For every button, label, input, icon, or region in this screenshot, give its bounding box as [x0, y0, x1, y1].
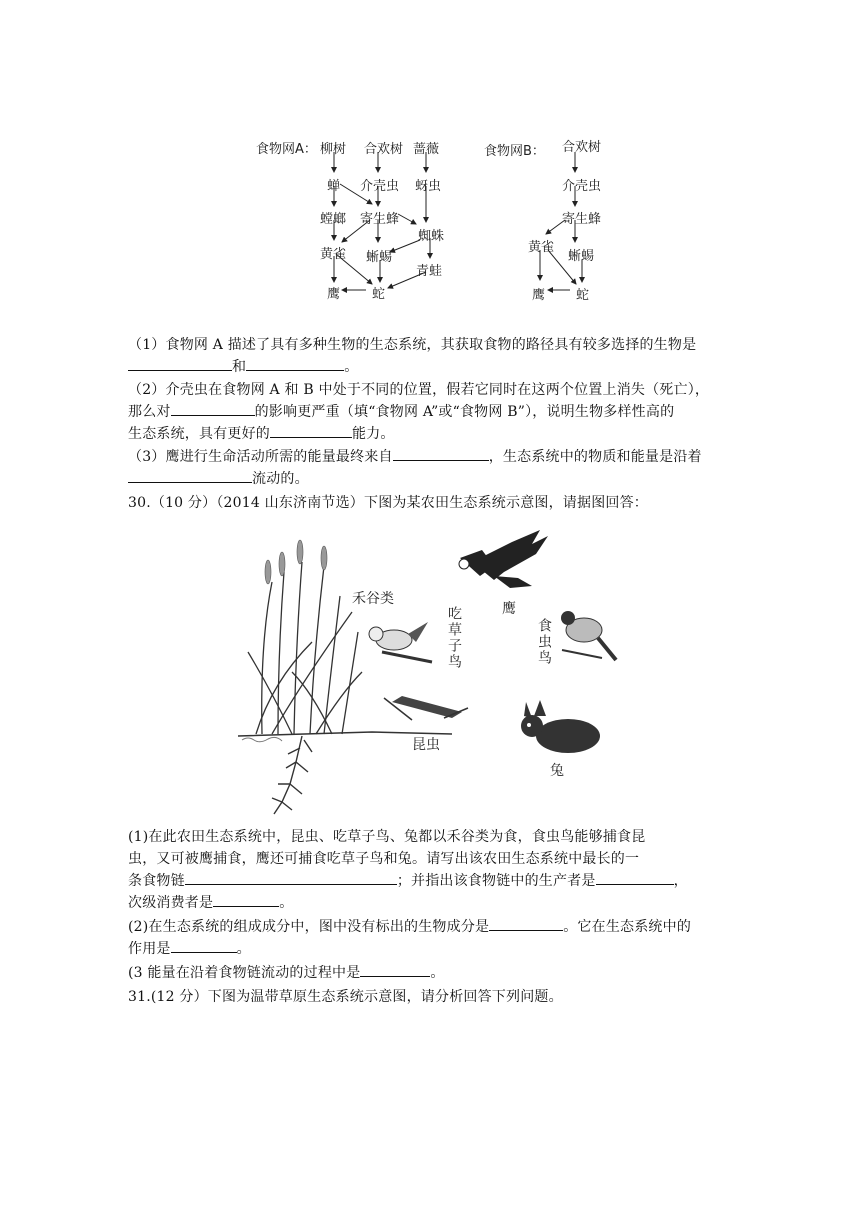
q30-2-role-blank[interactable] — [171, 938, 237, 953]
q30-1-producer-text: ；并指出该食物链中的生产者是 — [396, 873, 596, 889]
q3-text-1: （3）鹰进行生命活动所需的能量最终来自 — [128, 449, 393, 465]
node-cicada: 蝉 — [327, 179, 341, 194]
q2-text-5: 能力。 — [352, 426, 395, 442]
q30-3-energy-blank[interactable] — [360, 962, 430, 977]
q2-text-4: 生态系统，具有更好的 — [128, 426, 270, 442]
food-web-figure — [230, 128, 630, 308]
label-seed-eating-bird: 吃草子鸟 — [446, 606, 462, 670]
label-hawk: 鹰 — [502, 601, 516, 617]
node-silk-tree: 合欢树 — [364, 142, 404, 157]
q30-2-line-1-end: 。它在生态系统中的 — [563, 919, 692, 935]
question-1 — [128, 334, 734, 378]
q30-2-line-2: 作用是 — [128, 941, 171, 957]
q30-1-comma: ， — [673, 873, 688, 889]
q30-3-text: (3 能量在沿着食物链流动的过程中是 — [128, 965, 361, 981]
node-b-parasitic-wasp: 寄生蜂 — [562, 212, 602, 227]
q2-answer-blank-1[interactable] — [171, 401, 255, 416]
node-b-oriole: 黄雀 — [528, 240, 555, 255]
node-b-hawk: 鹰 — [532, 288, 546, 303]
q1-end: 。 — [344, 359, 359, 375]
label-grain: 禾谷类 — [352, 591, 394, 607]
food-web-b-title: 食物网B： — [484, 144, 545, 159]
node-frog: 青蛙 — [416, 264, 443, 279]
question-30-part-2 — [128, 916, 734, 960]
q30-1-line-1: (1)在此农田生态系统中，昆虫、吃草子鸟、兔都以禾谷类为食，食虫鸟能够捕食昆 — [128, 829, 646, 845]
node-scale-insect: 介壳虫 — [360, 179, 400, 194]
node-mantis: 螳螂 — [320, 212, 347, 227]
node-spider: 蜘蛛 — [418, 229, 445, 244]
q3-text-3: 流动的。 — [252, 471, 309, 487]
q2-text-3: 的影响更严重（填“食物网 A”或“食物网 B”），说明生物多样性高的 — [254, 404, 675, 420]
node-lizard: 蜥蜴 — [366, 250, 393, 265]
q30-3-end: 。 — [430, 965, 445, 981]
question-3 — [128, 446, 734, 490]
q30-1-end: 。 — [279, 895, 294, 911]
node-b-silk-tree: 合欢树 — [562, 140, 602, 155]
q30-2-component-blank[interactable] — [489, 916, 563, 931]
node-oriole: 黄雀 — [320, 247, 347, 262]
node-rose: 蔷薇 — [413, 142, 440, 157]
q3-answer-blank-1[interactable] — [393, 446, 489, 461]
q2-text-2: 那么对 — [128, 404, 171, 420]
q3-answer-blank-2[interactable] — [128, 468, 252, 483]
question-2 — [128, 379, 734, 445]
node-aphid: 蚜虫 — [415, 179, 442, 194]
question-30-part-1 — [128, 826, 734, 914]
q3-text-2: ，生态系统中的物质和能量是沿着 — [488, 449, 702, 465]
q1-text: （1）食物网 A 描述了具有多种生物的生态系统，其获取食物的路径具有较多选择的生物是 — [128, 337, 697, 353]
q1-and: 和 — [232, 359, 247, 375]
node-b-snake: 蛇 — [576, 288, 590, 303]
label-insect-eating-bird: 食虫鸟 — [536, 618, 552, 666]
node-hawk: 鹰 — [327, 287, 341, 302]
q30-1-line-4: 次级消费者是 — [128, 895, 214, 911]
q30-1-food-chain-blank[interactable] — [185, 870, 397, 885]
q30-1-line-3: 条食物链 — [128, 873, 185, 889]
node-willow: 柳树 — [320, 142, 347, 157]
q2-answer-blank-2[interactable] — [270, 423, 352, 438]
label-insect: 昆虫 — [412, 737, 440, 753]
farm-ecosystem-figure — [232, 522, 632, 818]
q1-answer-blank-2[interactable] — [246, 356, 344, 371]
farm-illustration — [232, 522, 632, 818]
q30-2-line-1: (2)在生态系统的组成成分中，图中没有标出的生物成分是 — [128, 919, 490, 935]
q30-2-end: 。 — [236, 941, 251, 957]
q30-1-producer-blank[interactable] — [596, 870, 674, 885]
node-parasitic-wasp: 寄生蜂 — [360, 212, 400, 227]
food-web-a-title: 食物网A： — [256, 142, 317, 157]
label-rabbit: 兔 — [550, 763, 564, 779]
question-30-header: 30.（10 分）（2014 山东济南节选）下图为某农田生态系统示意图，请据图回答： — [128, 495, 649, 511]
q30-1-line-2: 虫，又可被鹰捕食，鹰还可捕食吃草子鸟和兔。请写出该农田生态系统中最长的一 — [128, 851, 640, 867]
node-b-lizard: 蜥蜴 — [568, 249, 595, 264]
q30-1-secondary-consumer-blank[interactable] — [213, 892, 279, 907]
question-30-part-3 — [128, 962, 734, 984]
node-b-scale-insect: 介壳虫 — [562, 179, 602, 194]
q2-text-1: （2）介壳虫在食物网 A 和 B 中处于不同的位置，假若它同时在这两个位置上消失（死亡）， — [128, 382, 710, 398]
q1-answer-blank-1[interactable] — [128, 356, 232, 371]
node-snake: 蛇 — [372, 287, 386, 302]
question-31-header: 31.(12 分）下图为温带草原生态系统示意图，请分析回答下列问题。 — [128, 989, 563, 1005]
